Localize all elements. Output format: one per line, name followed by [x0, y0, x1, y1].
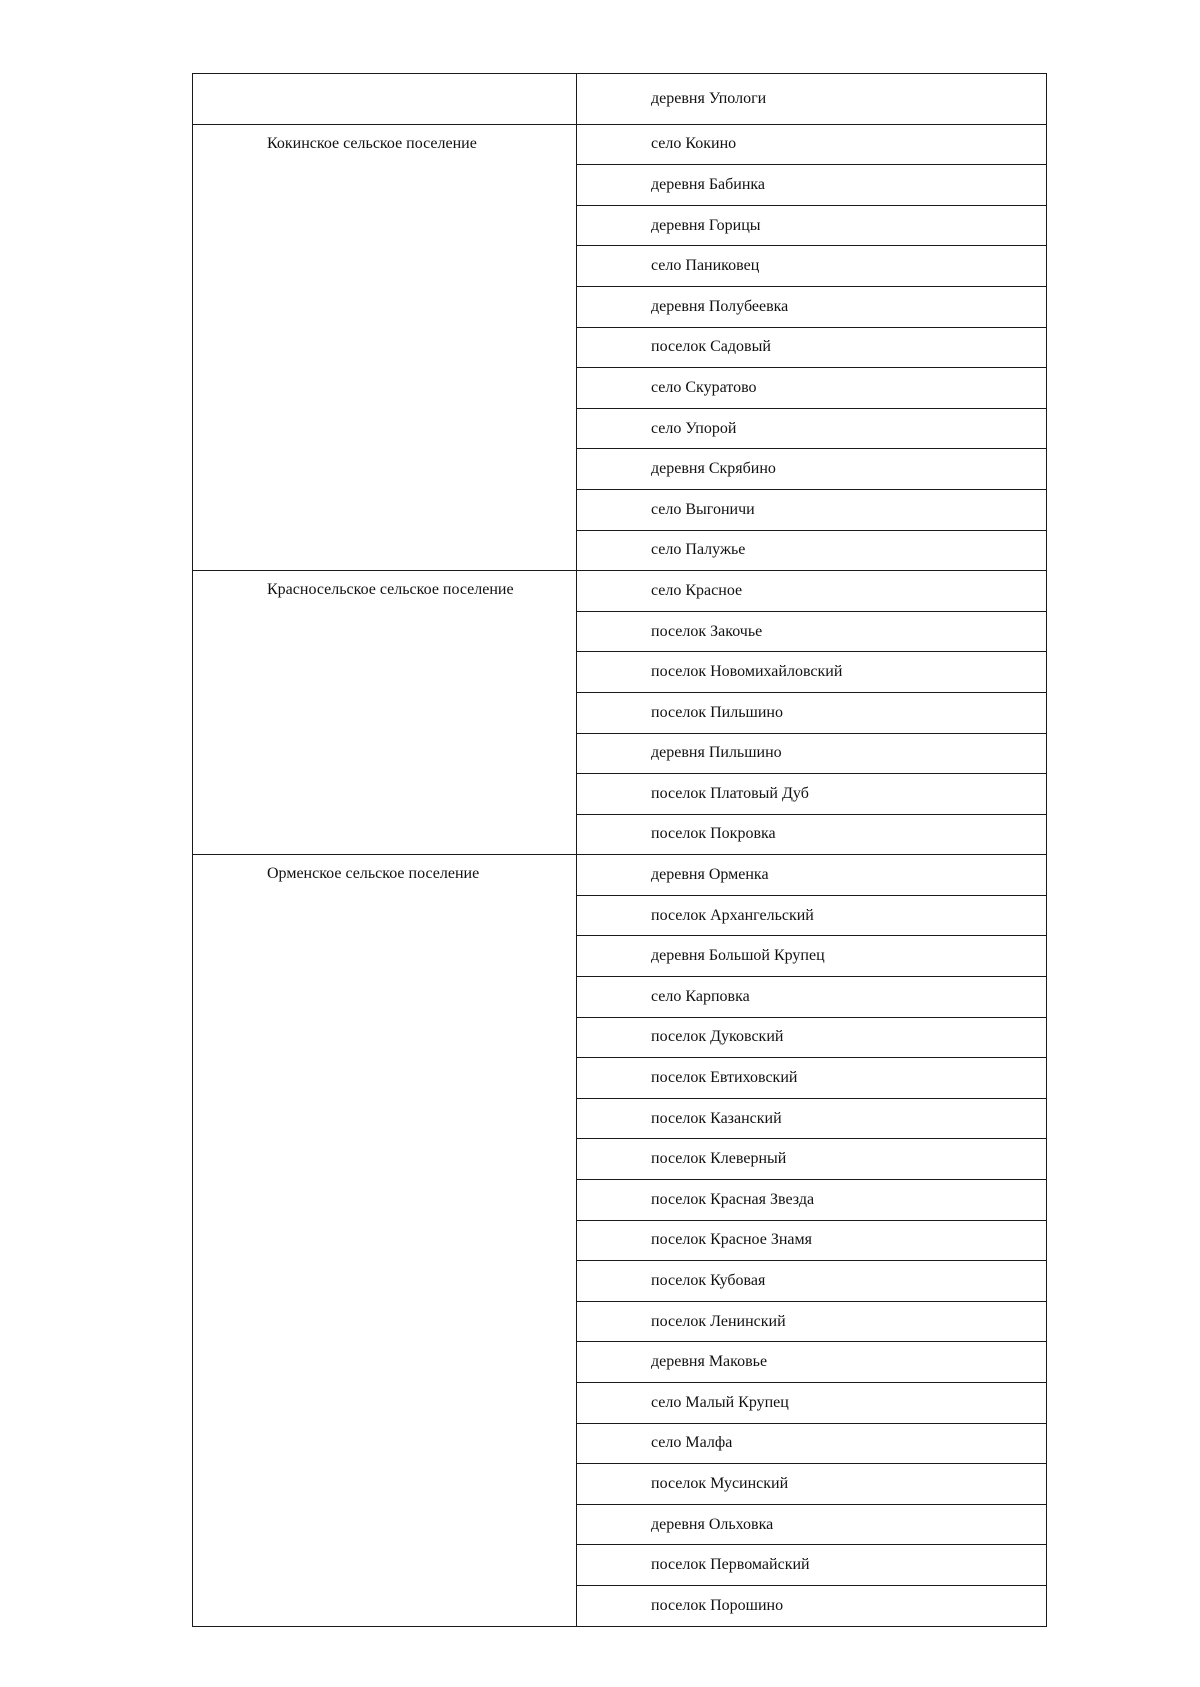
- settlement-name-cell: деревня Полубеевка: [577, 286, 1047, 327]
- municipality-name-cell: Орменское сельское поселение: [193, 855, 577, 1626]
- settlement-name-cell: поселок Евтиховский: [577, 1058, 1047, 1099]
- settlement-name-cell: поселок Архангельский: [577, 895, 1047, 936]
- settlement-name-cell: село Палужье: [577, 530, 1047, 571]
- settlement-name-cell: поселок Садовый: [577, 327, 1047, 368]
- settlement-name-cell: поселок Порошино: [577, 1585, 1047, 1626]
- settlement-name-cell: поселок Платовый Дуб: [577, 774, 1047, 815]
- settlement-name-cell: поселок Первомайский: [577, 1545, 1047, 1586]
- settlement-name-cell: деревня Горицы: [577, 205, 1047, 246]
- municipality-name-cell: [193, 74, 577, 125]
- settlement-name-cell: деревня Пильшино: [577, 733, 1047, 774]
- settlement-name-cell: поселок Красная Звезда: [577, 1180, 1047, 1221]
- settlement-name-cell: деревня Скрябино: [577, 449, 1047, 490]
- settlement-name-cell: деревня Упологи: [577, 74, 1047, 125]
- settlement-name-cell: деревня Большой Крупец: [577, 936, 1047, 977]
- settlement-name-cell: поселок Казанский: [577, 1098, 1047, 1139]
- table-row: [193, 571, 1047, 612]
- settlement-name-cell: деревня Орменка: [577, 855, 1047, 896]
- settlements-table: [192, 73, 1047, 1627]
- settlement-name-cell: село Кокино: [577, 124, 1047, 165]
- settlement-name-cell: село Малфа: [577, 1423, 1047, 1464]
- settlement-name-cell: поселок Кубовая: [577, 1261, 1047, 1302]
- settlement-name-cell: поселок Закочье: [577, 611, 1047, 652]
- table-row: [193, 855, 1047, 896]
- settlement-name-cell: село Выгоничи: [577, 489, 1047, 530]
- settlement-name-cell: поселок Новомихайловский: [577, 652, 1047, 693]
- settlement-name-cell: поселок Красное Знамя: [577, 1220, 1047, 1261]
- settlements-table-body: [193, 74, 1047, 1627]
- table-row: [193, 74, 1047, 125]
- settlement-name-cell: деревня Маковье: [577, 1342, 1047, 1383]
- settlement-name-cell: поселок Ленинский: [577, 1301, 1047, 1342]
- settlement-name-cell: поселок Клеверный: [577, 1139, 1047, 1180]
- settlement-name-cell: поселок Пильшино: [577, 692, 1047, 733]
- settlement-name-cell: деревня Ольховка: [577, 1504, 1047, 1545]
- settlement-name-cell: поселок Мусинский: [577, 1464, 1047, 1505]
- settlement-name-cell: село Паниковец: [577, 246, 1047, 287]
- settlement-name-cell: село Красное: [577, 571, 1047, 612]
- settlement-name-cell: деревня Бабинка: [577, 165, 1047, 206]
- table-row: [193, 124, 1047, 165]
- settlement-name-cell: село Малый Крупец: [577, 1383, 1047, 1424]
- municipality-name-cell: Красносельское сельское поселение: [193, 571, 577, 855]
- settlement-name-cell: поселок Дуковский: [577, 1017, 1047, 1058]
- settlement-name-cell: село Упорой: [577, 408, 1047, 449]
- settlement-name-cell: село Карповка: [577, 977, 1047, 1018]
- municipality-name-cell: Кокинское сельское поселение: [193, 124, 577, 571]
- settlement-name-cell: поселок Покровка: [577, 814, 1047, 855]
- settlement-name-cell: село Скуратово: [577, 368, 1047, 409]
